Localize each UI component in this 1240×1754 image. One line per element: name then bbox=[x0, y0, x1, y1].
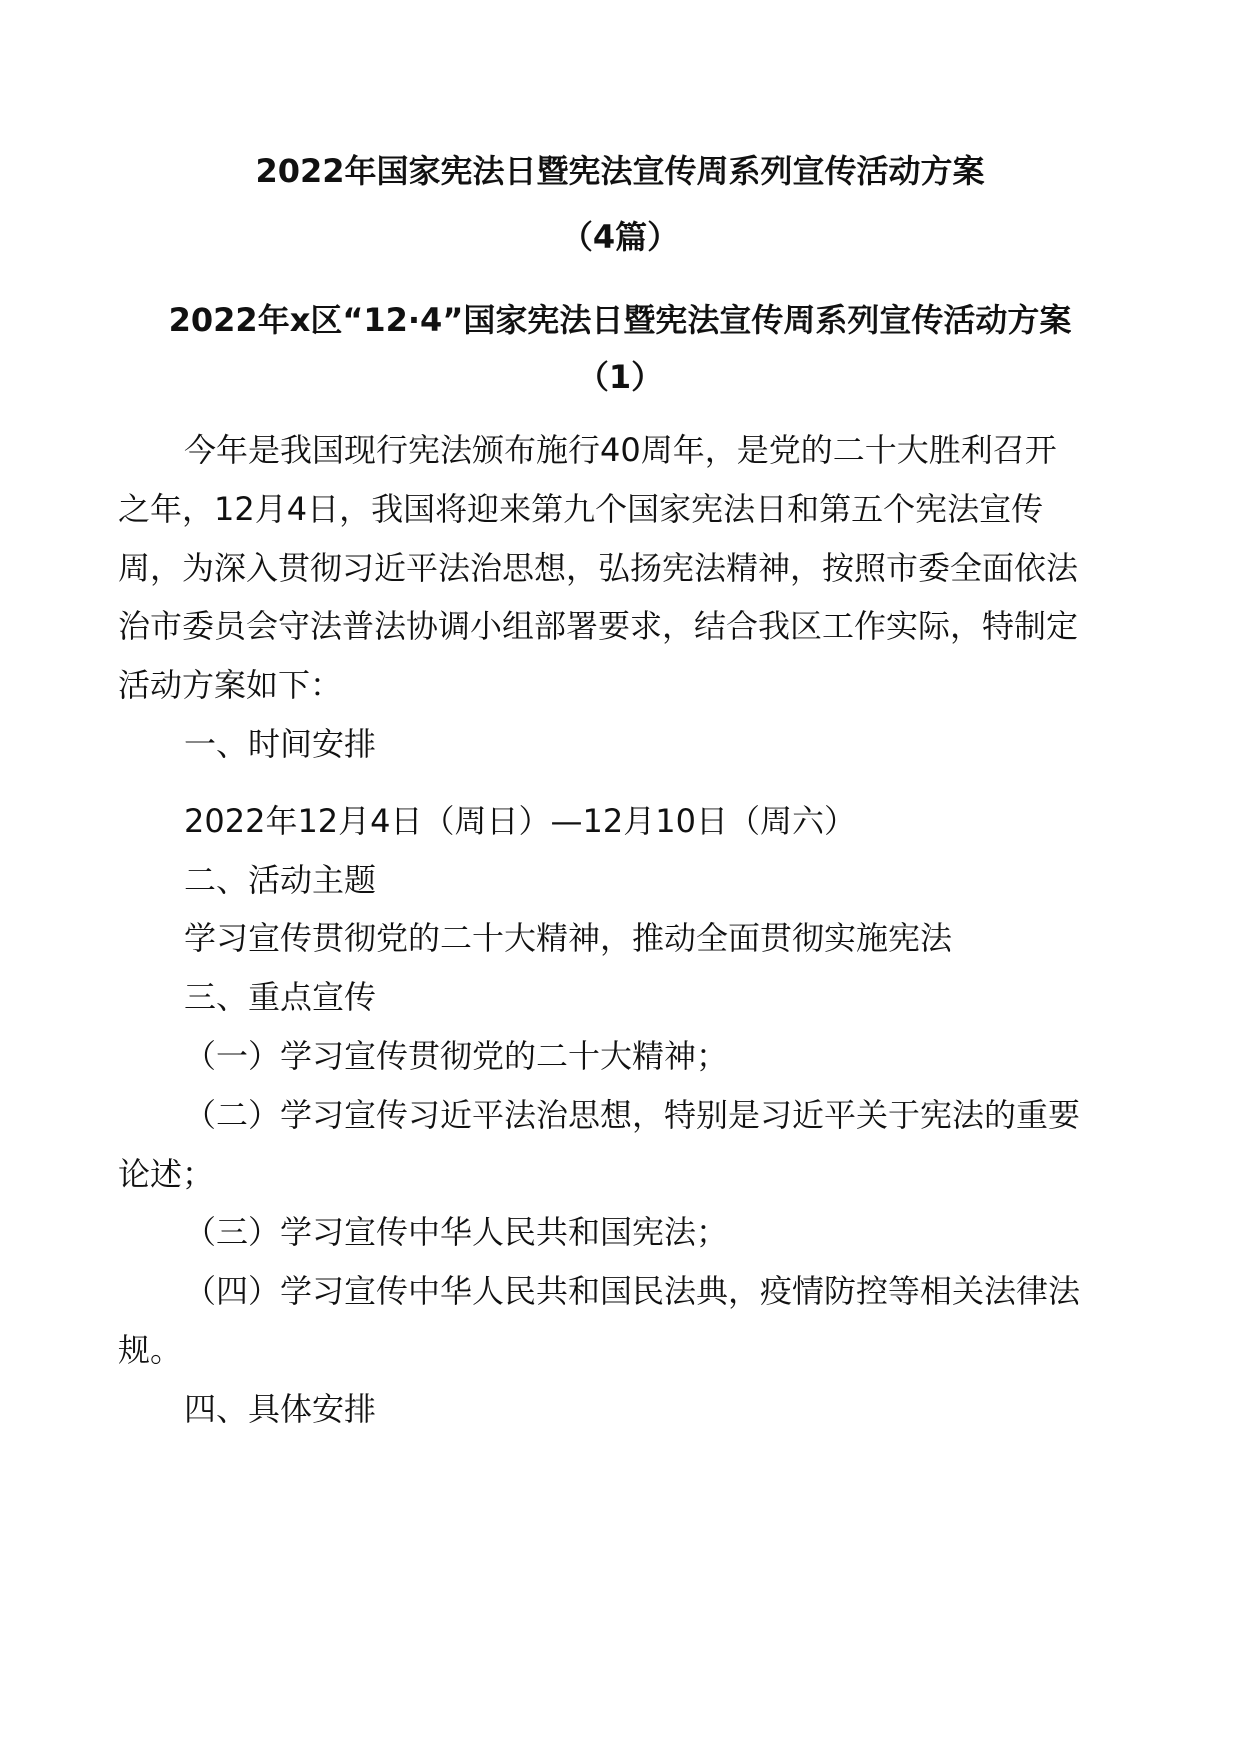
key-item-1: （一）学习宣传贯彻党的二十大精神； bbox=[184, 1037, 729, 1075]
key-item-4: （四）学习宣传中华人民共和国民法典，疫情防控等相关法律法 bbox=[184, 1272, 1081, 1310]
document-title-count: （4篇） bbox=[560, 218, 680, 256]
activity-theme: 学习宣传贯彻党的二十大精神，推动全面贯彻实施宪法 bbox=[184, 919, 953, 957]
section-heading-schedule: 一、时间安排 bbox=[184, 725, 377, 763]
intro-paragraph-line: 周，为深入贯彻习近平法治思想，弘扬宪法精神，按照市委全面依法 bbox=[118, 549, 1079, 587]
section-heading-arrangement: 四、具体安排 bbox=[184, 1390, 377, 1428]
intro-paragraph-line: 活动方案如下： bbox=[118, 666, 343, 704]
intro-paragraph-line: 今年是我国现行宪法颁布施行40周年，是党的二十大胜利召开 bbox=[184, 431, 1057, 469]
section-heading-theme: 二、活动主题 bbox=[184, 861, 377, 899]
intro-paragraph-line: 治市委员会守法普法协调小组部署要求，结合我区工作实际，特制定 bbox=[118, 607, 1079, 645]
key-item-2: （二）学习宣传习近平法治思想，特别是习近平关于宪法的重要 bbox=[184, 1096, 1081, 1134]
schedule-dates: 2022年12月4日（周日）—12月10日（周六） bbox=[184, 802, 856, 840]
key-item-3: （三）学习宣传中华人民共和国宪法； bbox=[184, 1213, 729, 1251]
key-item-4-continued: 规。 bbox=[118, 1331, 183, 1369]
intro-paragraph-line: 之年，12月4日，我国将迎来第九个国家宪法日和第五个宪法宣传 bbox=[118, 490, 1044, 528]
section-heading-key-publicity: 三、重点宣传 bbox=[184, 978, 377, 1016]
document-title: 2022年国家宪法日暨宪法宣传周系列宣传活动方案 bbox=[255, 152, 985, 190]
key-item-2-continued: 论述； bbox=[118, 1155, 215, 1193]
article-number: （1） bbox=[576, 358, 664, 396]
article-title: 2022年x区“12·4”国家宪法日暨宪法宣传周系列宣传活动方案 bbox=[168, 301, 1072, 339]
